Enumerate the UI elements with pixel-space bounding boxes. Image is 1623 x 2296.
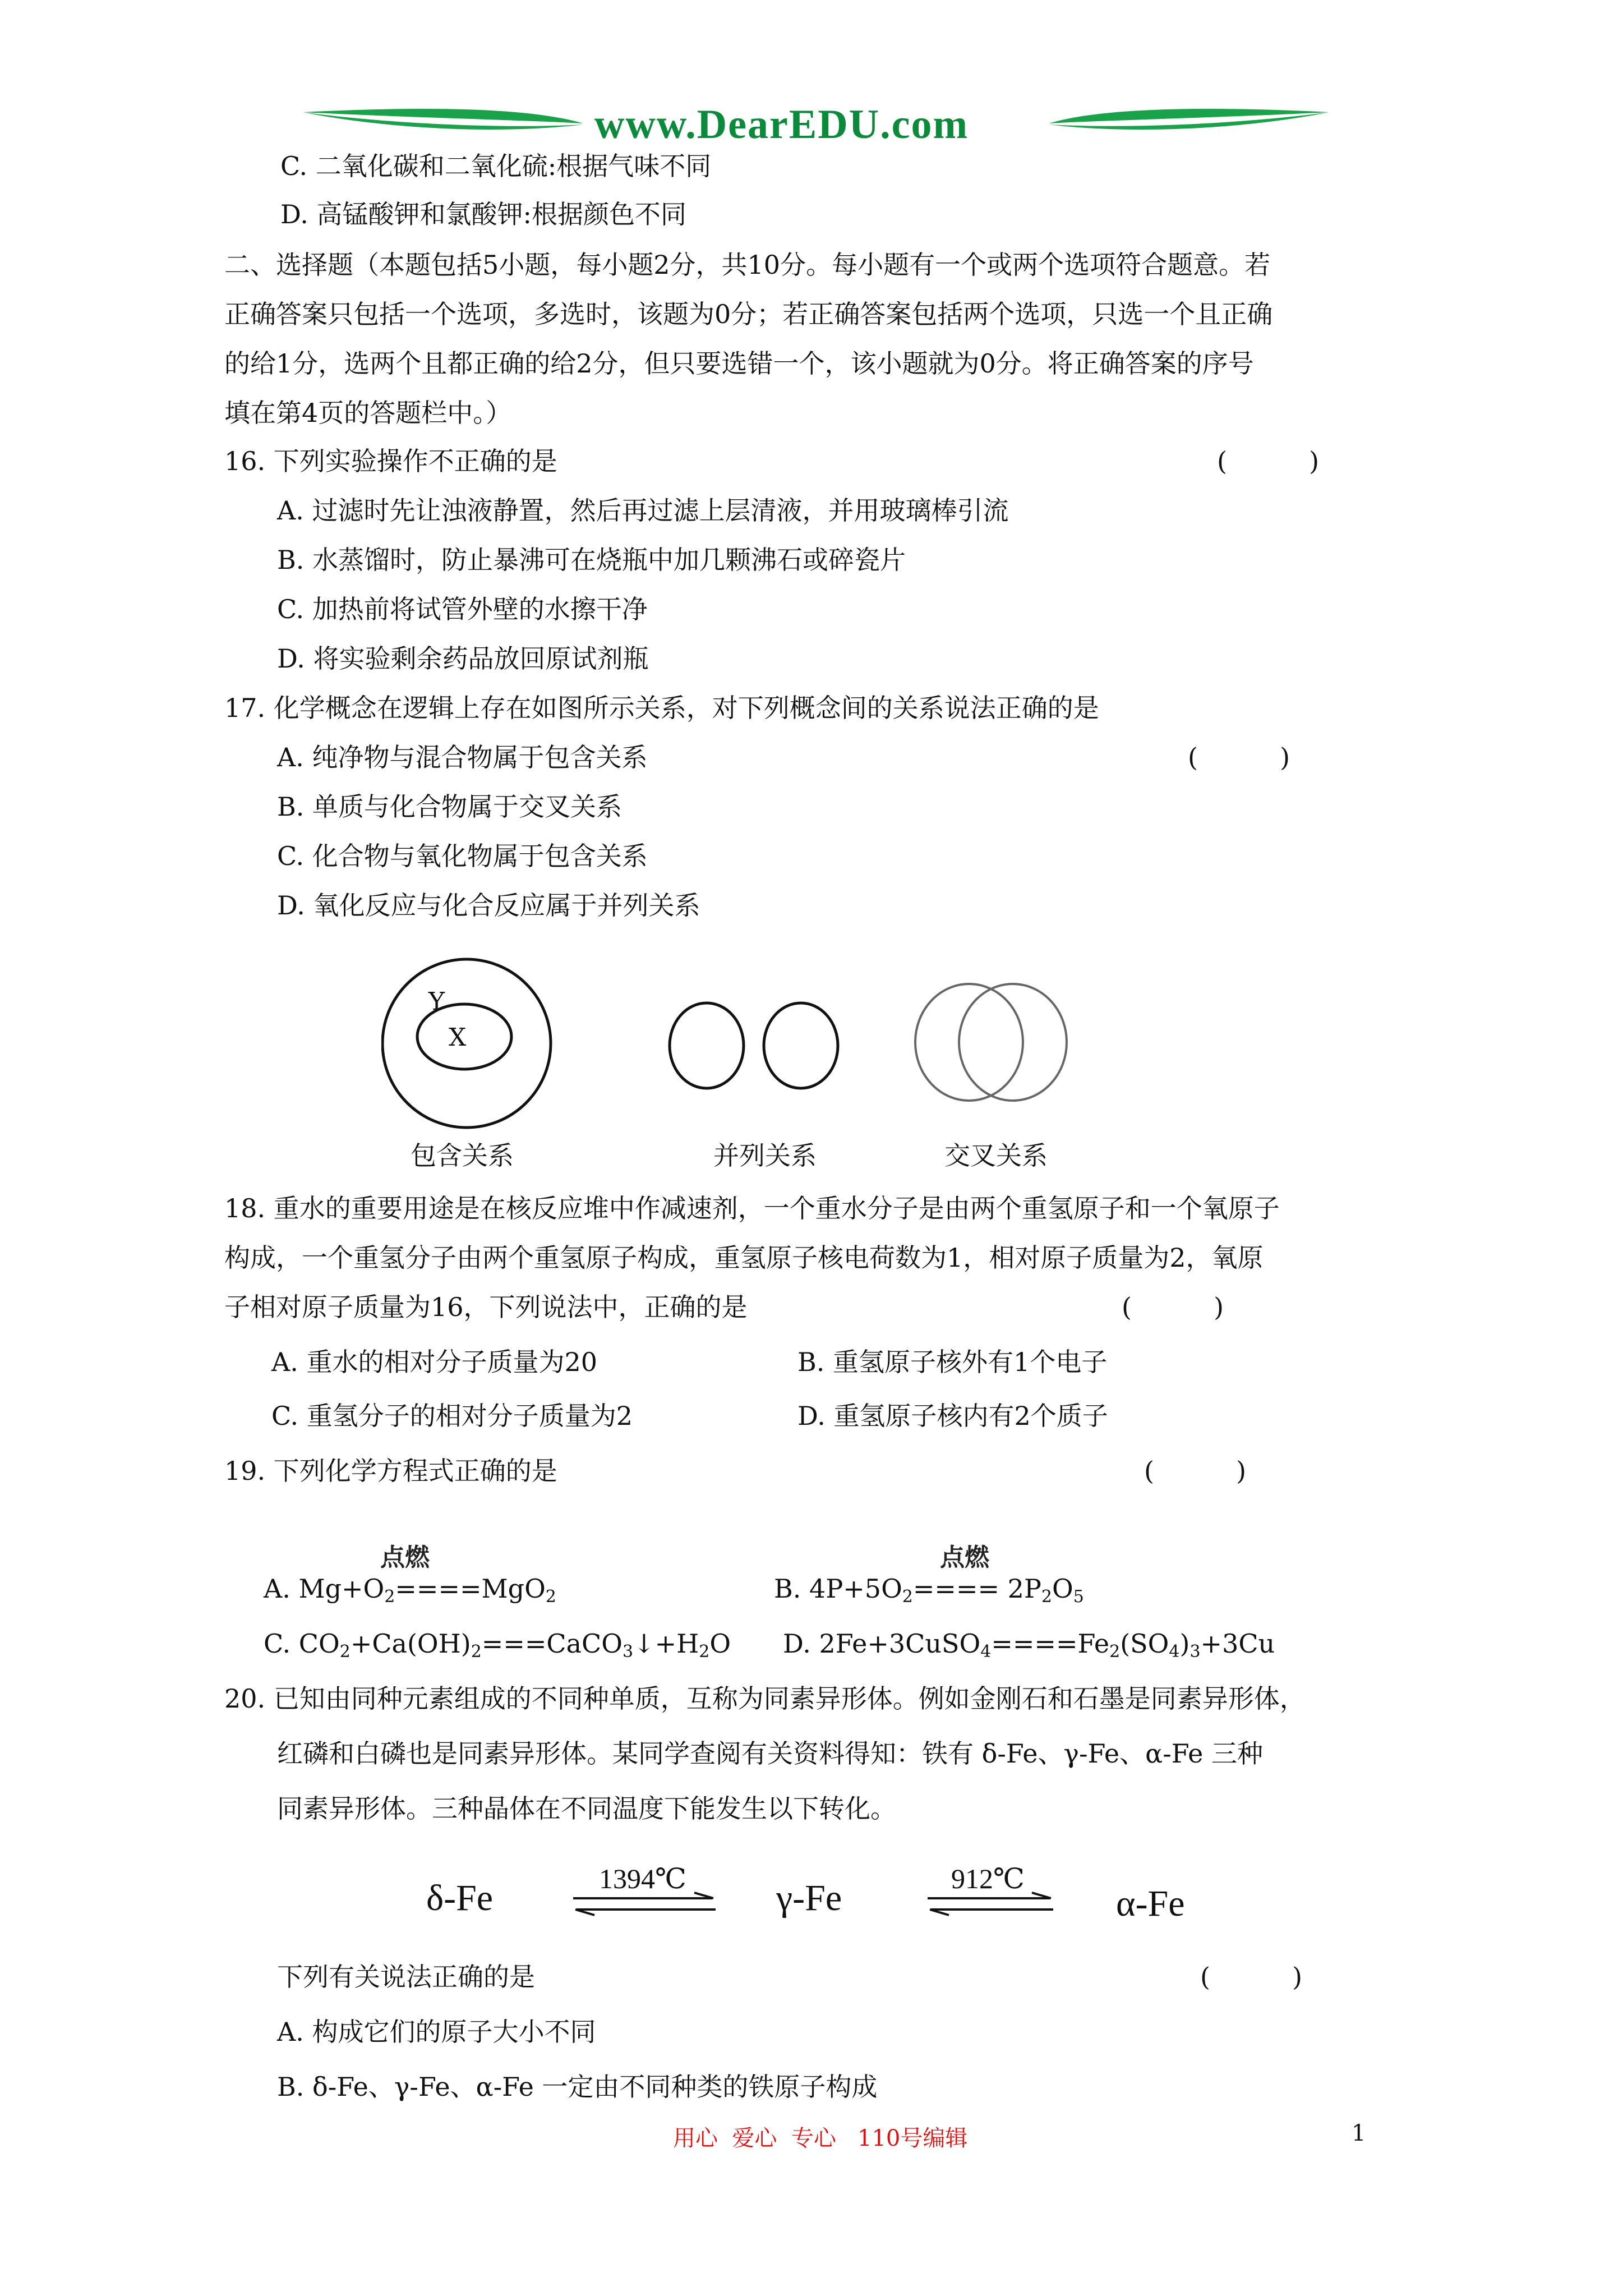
temp-1394: 1394℃ <box>599 1863 686 1894</box>
question-20-line3: 同素异形体。三种晶体在不同温度下能发生以下转化。 <box>277 1793 896 1824</box>
equation-d: D. $2Fe+3CuSO_4====Fe_2(SO_4)_3+3Cu$ <box>783 1628 1275 1662</box>
question-19: 19. 下列化学方程式正确的是 <box>224 1456 557 1486</box>
condition-ignite-a: 点燃 <box>380 1543 430 1572</box>
question-18-line2: 构成，一个重氢分子由两个重氢原子构成，重氢原子核电荷数为1，相对原子质量为2，氧原 <box>224 1243 1264 1273</box>
q16-option-b: B. 水蒸馏时，防止暴沸可在烧瓶中加几颗沸石或碎瓷片 <box>277 545 906 575</box>
q18-option-b: B. 重氢原子核外有1个电子 <box>797 1347 1108 1377</box>
question-20-line2: 红磷和白磷也是同素异形体。某同学查阅有关资料得知：铁有 δ-Fe、γ-Fe、α-Fe 三种 <box>277 1738 1263 1769</box>
q18-option-d: D. 重氢原子核内有2个质子 <box>797 1401 1108 1431</box>
section2-line3: 的给1分，选两个且都正确的给2分，但只要选错一个，该小题就为0分。将正确答案的序号 <box>224 348 1254 379</box>
answer-blank-17: ( ) <box>1188 742 1290 772</box>
venn-caption-include: 包含关系 <box>411 1140 514 1171</box>
venn-diagrams <box>381 954 1122 1133</box>
gamma-fe-label: γ-Fe <box>776 1878 842 1918</box>
site-header <box>303 90 1329 157</box>
q16-option-a: A. 过滤时先让浊液静置，然后再过滤上层清液，并用玻璃棒引流 <box>277 495 1009 526</box>
q18-option-c: C. 重氢分子的相对分子质量为2 <box>271 1401 633 1431</box>
section2-line2: 正确答案只包括一个选项，多选时，该题为0分；若正确答案包括两个选项，只选一个且正确 <box>224 299 1273 329</box>
equation-c: C. $CO_2+Ca(OH)_2===CaCO_3↓+H_2O$ <box>264 1628 731 1662</box>
answer-blank-20: ( ) <box>1200 1962 1303 1992</box>
q20-option-a: A. 构成它们的原子大小不同 <box>277 2017 596 2047</box>
condition-ignite-b: 点燃 <box>940 1543 989 1572</box>
question-18-line1: 18. 重水的重要用途是在核反应堆中作减速剂，一个重水分子是由两个重氢原子和一个氧原子 <box>224 1193 1280 1223</box>
question-20-ask: 下列有关说法正确的是 <box>277 1962 535 1992</box>
venn-caption-cross: 交叉关系 <box>944 1140 1048 1171</box>
venn-parallel-diagram <box>670 1003 838 1088</box>
q20-option-b: B. δ-Fe、γ-Fe、α-Fe 一定由不同种类的铁原子构成 <box>277 2072 878 2102</box>
equilibrium-arrow-icon <box>926 1892 1055 1916</box>
q17-option-a: A. 纯净物与混合物属于包含关系 <box>277 742 648 772</box>
q18-option-a: A. 重水的相对分子质量为20 <box>271 1347 597 1377</box>
question-20-line1: 20. 已知由同种元素组成的不同种单质，互称为同素异形体。例如金刚石和石墨是同素异形体， <box>224 1683 1306 1714</box>
prev-option-c: C. 二氧化碳和二氧化硫:根据气味不同 <box>280 151 712 181</box>
answer-blank-16: ( ) <box>1217 446 1320 476</box>
temp-912: 912℃ <box>951 1863 1025 1894</box>
section2-line1: 二、选择题（本题包括5小题，每小题2分，共10分。每小题有一个或两个选项符合题意。若 <box>224 250 1271 280</box>
site-brand[interactable]: www.DearEDU.com <box>594 102 969 148</box>
answer-blank-18: ( ) <box>1122 1292 1224 1322</box>
venn-include-diagram <box>382 959 551 1128</box>
equation-b: B. $4P+5O_2==== 2P_2O_5$ <box>774 1573 1084 1607</box>
prev-option-d: D. 高锰酸钾和氯酸钾:根据颜色不同 <box>280 199 686 229</box>
venn-label-y: Y <box>428 987 445 1016</box>
page-footer: 用心 爱心 专心 110号编辑 <box>673 2125 968 2151</box>
answer-blank-19: ( ) <box>1144 1456 1247 1486</box>
venn-caption-parallel: 并列关系 <box>713 1140 817 1171</box>
equation-a: A. $Mg+O_2====MgO_2$ <box>264 1573 556 1607</box>
section2-line4: 填在第4页的答题栏中。） <box>224 398 512 428</box>
q17-option-d: D. 氧化反应与化合反应属于并列关系 <box>277 890 700 921</box>
page-number: 1 <box>1352 2120 1366 2146</box>
question-18-line3: 子相对原子质量为16，下列说法中，正确的是 <box>224 1292 748 1322</box>
venn-label-x: X <box>449 1023 467 1052</box>
question-16: 16. 下列实验操作不正确的是 <box>224 446 557 476</box>
q16-option-c: C. 加热前将试管外壁的水擦干净 <box>277 594 648 624</box>
equilibrium-arrow-icon <box>572 1892 718 1916</box>
delta-fe-label: δ-Fe <box>426 1878 494 1918</box>
q16-option-d: D. 将实验剩余药品放回原试剂瓶 <box>277 643 649 674</box>
question-17: 17. 化学概念在逻辑上存在如图所示关系，对下列概念间的关系说法正确的是 <box>224 693 1099 723</box>
q17-option-b: B. 单质与化合物属于交叉关系 <box>277 792 623 822</box>
q17-option-c: C. 化合物与氧化物属于包含关系 <box>277 841 648 871</box>
alpha-fe-label: α-Fe <box>1116 1883 1185 1924</box>
venn-cross-diagram <box>915 984 1067 1101</box>
